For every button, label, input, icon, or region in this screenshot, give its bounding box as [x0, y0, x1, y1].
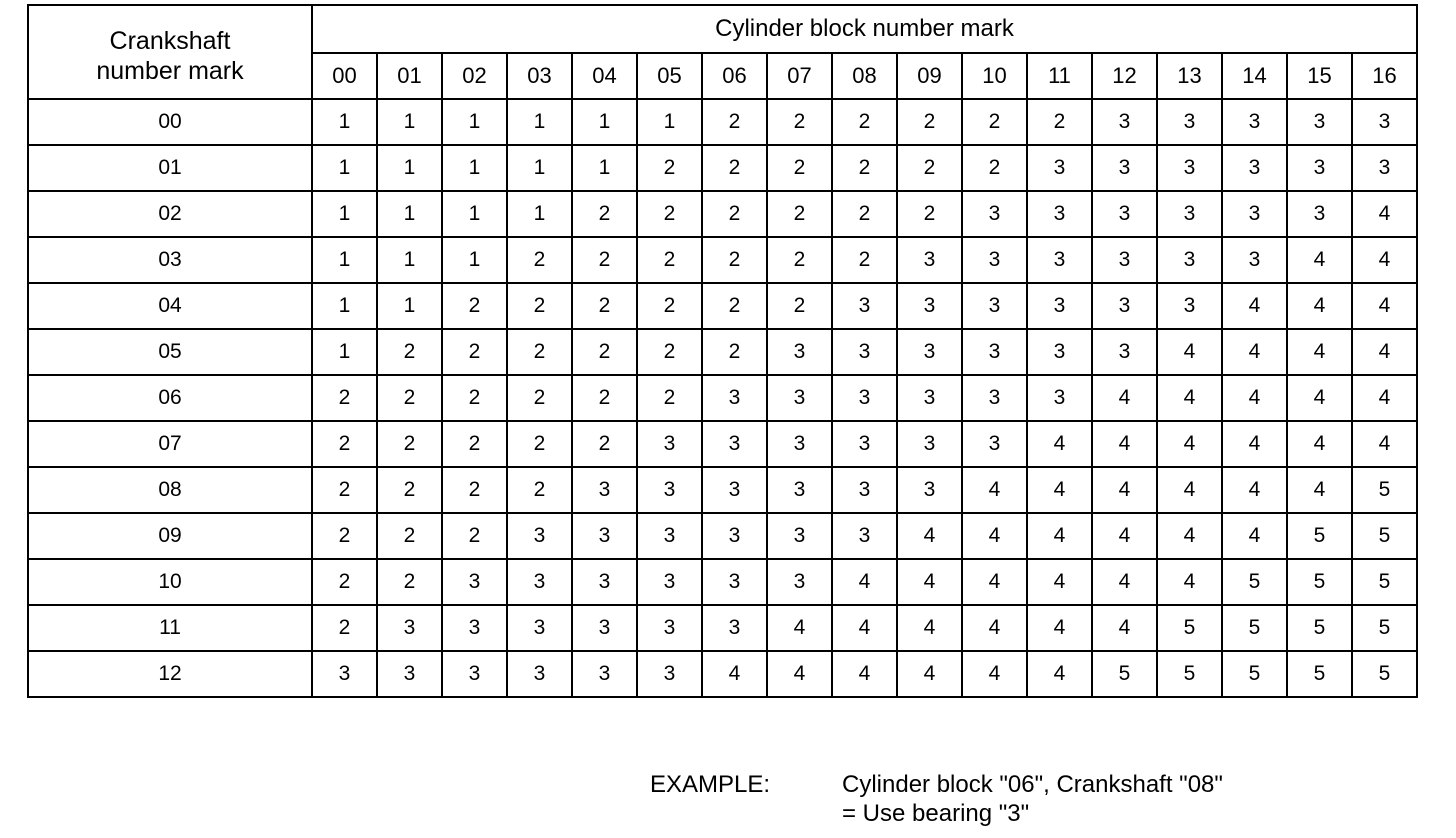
bearing-cell: 1 — [572, 99, 637, 145]
bearing-cell: 1 — [377, 237, 442, 283]
bearing-cell: 2 — [962, 99, 1027, 145]
bearing-cell: 1 — [312, 145, 377, 191]
bearing-cell: 3 — [962, 191, 1027, 237]
bearing-cell: 1 — [312, 329, 377, 375]
bearing-cell: 3 — [767, 559, 832, 605]
bearing-cell: 1 — [312, 283, 377, 329]
bearing-cell: 3 — [637, 651, 702, 697]
column-header: 07 — [767, 53, 832, 99]
bearing-cell: 3 — [962, 375, 1027, 421]
bearing-cell: 5 — [1157, 605, 1222, 651]
bearing-cell: 4 — [1287, 467, 1352, 513]
example-text — [842, 770, 1223, 828]
bearing-cell: 3 — [767, 421, 832, 467]
row-header: 00 — [28, 99, 312, 145]
bearing-cell: 3 — [767, 329, 832, 375]
bearing-cell: 4 — [1157, 467, 1222, 513]
bearing-cell: 2 — [702, 191, 767, 237]
bearing-cell: 2 — [312, 513, 377, 559]
bearing-cell: 1 — [312, 237, 377, 283]
bearing-cell: 2 — [702, 99, 767, 145]
bearing-cell: 4 — [962, 559, 1027, 605]
bearing-cell: 1 — [507, 99, 572, 145]
bearing-cell: 3 — [897, 283, 962, 329]
column-header: 05 — [637, 53, 702, 99]
row-header: 11 — [28, 605, 312, 651]
column-header: 09 — [897, 53, 962, 99]
row-header: 06 — [28, 375, 312, 421]
bearing-cell: 4 — [1092, 375, 1157, 421]
bearing-cell: 3 — [637, 605, 702, 651]
table-row — [28, 513, 1417, 559]
bearing-cell: 3 — [702, 605, 767, 651]
example-label: EXAMPLE: — [650, 771, 771, 798]
bearing-cell: 1 — [377, 191, 442, 237]
column-header: 16 — [1352, 53, 1417, 99]
bearing-cell: 5 — [1222, 559, 1287, 605]
cylinder-block-header: Cylinder block number mark — [312, 5, 1417, 53]
bearing-cell: 4 — [1352, 329, 1417, 375]
row-header: 04 — [28, 283, 312, 329]
bearing-cell: 5 — [1352, 651, 1417, 697]
bearing-cell: 2 — [637, 237, 702, 283]
bearing-cell: 2 — [507, 467, 572, 513]
bearing-cell: 3 — [832, 467, 897, 513]
bearing-cell: 2 — [767, 283, 832, 329]
bearing-cell: 4 — [1092, 559, 1157, 605]
bearing-cell: 3 — [312, 651, 377, 697]
table-row — [28, 651, 1417, 697]
bearing-cell: 3 — [832, 329, 897, 375]
column-header: 11 — [1027, 53, 1092, 99]
example-line-2: = Use bearing "3" — [842, 800, 1030, 827]
row-header: 01 — [28, 145, 312, 191]
table-row — [28, 99, 1417, 145]
bearing-cell: 1 — [377, 283, 442, 329]
bearing-cell: 4 — [1092, 605, 1157, 651]
bearing-cell: 2 — [377, 467, 442, 513]
column-header: 13 — [1157, 53, 1222, 99]
bearing-cell: 4 — [1222, 467, 1287, 513]
bearing-cell: 4 — [1222, 421, 1287, 467]
bearing-cell: 2 — [572, 375, 637, 421]
bearing-cell: 2 — [507, 283, 572, 329]
crankshaft-header-line1: Crankshaft — [109, 27, 231, 55]
table-row — [28, 421, 1417, 467]
bearing-cell: 3 — [832, 421, 897, 467]
bearing-cell: 2 — [507, 237, 572, 283]
bearing-cell: 4 — [1157, 513, 1222, 559]
bearing-cell: 2 — [572, 421, 637, 467]
bearing-cell: 5 — [1287, 559, 1352, 605]
bearing-cell: 4 — [1222, 283, 1287, 329]
table-row — [28, 237, 1417, 283]
column-header: 01 — [377, 53, 442, 99]
bearing-cell: 2 — [637, 283, 702, 329]
bearing-cell: 1 — [312, 99, 377, 145]
bearing-cell: 1 — [442, 191, 507, 237]
bearing-cell: 2 — [507, 329, 572, 375]
bearing-cell: 2 — [377, 329, 442, 375]
bearing-cell: 3 — [1287, 191, 1352, 237]
row-header: 09 — [28, 513, 312, 559]
bearing-cell: 4 — [1352, 237, 1417, 283]
bearing-cell: 3 — [1222, 99, 1287, 145]
bearing-cell: 4 — [1027, 559, 1092, 605]
bearing-selection-table — [27, 4, 1418, 698]
bearing-cell: 5 — [1092, 651, 1157, 697]
bearing-cell: 2 — [637, 191, 702, 237]
bearing-cell: 4 — [1092, 513, 1157, 559]
bearing-cell: 4 — [1157, 375, 1222, 421]
bearing-cell: 3 — [1092, 237, 1157, 283]
bearing-cell: 5 — [1287, 513, 1352, 559]
bearing-cell: 3 — [377, 651, 442, 697]
bearing-cell: 3 — [637, 559, 702, 605]
bearing-cell: 3 — [1157, 191, 1222, 237]
bearing-cell: 4 — [1287, 329, 1352, 375]
bearing-cell: 3 — [1092, 283, 1157, 329]
bearing-cell: 3 — [962, 421, 1027, 467]
bearing-cell: 2 — [702, 329, 767, 375]
bearing-cell: 2 — [832, 237, 897, 283]
bearing-cell: 4 — [1352, 283, 1417, 329]
bearing-cell: 4 — [1287, 237, 1352, 283]
column-header: 04 — [572, 53, 637, 99]
row-header: 02 — [28, 191, 312, 237]
bearing-cell: 2 — [442, 513, 507, 559]
bearing-cell: 3 — [507, 605, 572, 651]
bearing-cell: 4 — [1157, 329, 1222, 375]
example-line-1: Cylinder block "06", Crankshaft "08" — [842, 771, 1223, 798]
row-header: 10 — [28, 559, 312, 605]
bearing-cell: 3 — [637, 421, 702, 467]
bearing-cell: 4 — [1027, 421, 1092, 467]
bearing-cell: 3 — [832, 513, 897, 559]
bearing-cell: 2 — [572, 283, 637, 329]
bearing-cell: 3 — [1092, 145, 1157, 191]
bearing-cell: 4 — [897, 513, 962, 559]
bearing-cell: 2 — [507, 375, 572, 421]
bearing-cell: 4 — [1222, 375, 1287, 421]
bearing-cell: 2 — [832, 145, 897, 191]
table-row — [28, 283, 1417, 329]
bearing-cell: 2 — [377, 421, 442, 467]
bearing-cell: 3 — [572, 559, 637, 605]
bearing-cell: 2 — [637, 329, 702, 375]
bearing-cell: 1 — [507, 145, 572, 191]
bearing-cell: 4 — [1352, 421, 1417, 467]
bearing-cell: 3 — [1027, 283, 1092, 329]
row-header: 08 — [28, 467, 312, 513]
bearing-cell: 5 — [1352, 559, 1417, 605]
bearing-cell: 2 — [312, 421, 377, 467]
bearing-cell: 4 — [767, 651, 832, 697]
bearing-cell: 4 — [1222, 329, 1287, 375]
column-header: 12 — [1092, 53, 1157, 99]
bearing-cell: 2 — [312, 375, 377, 421]
bearing-cell: 2 — [377, 513, 442, 559]
bearing-cell: 3 — [572, 513, 637, 559]
bearing-cell: 2 — [767, 145, 832, 191]
column-header: 14 — [1222, 53, 1287, 99]
bearing-cell: 4 — [832, 651, 897, 697]
bearing-cell: 4 — [1287, 421, 1352, 467]
bearing-cell: 2 — [832, 191, 897, 237]
bearing-cell: 4 — [1287, 283, 1352, 329]
bearing-cell: 1 — [637, 99, 702, 145]
bearing-cell: 5 — [1222, 651, 1287, 697]
row-header: 05 — [28, 329, 312, 375]
bearing-cell: 3 — [1222, 145, 1287, 191]
table-row — [28, 329, 1417, 375]
bearing-cell: 3 — [962, 237, 1027, 283]
bearing-cell: 3 — [897, 467, 962, 513]
bearing-cell: 3 — [1157, 145, 1222, 191]
table-row — [28, 145, 1417, 191]
bearing-cell: 2 — [1027, 99, 1092, 145]
bearing-cell: 2 — [897, 145, 962, 191]
bearing-cell: 3 — [1092, 329, 1157, 375]
column-header: 08 — [832, 53, 897, 99]
bearing-cell: 5 — [1352, 467, 1417, 513]
bearing-cell: 3 — [702, 375, 767, 421]
bearing-cell: 4 — [897, 559, 962, 605]
bearing-cell: 2 — [312, 605, 377, 651]
table-row — [28, 467, 1417, 513]
bearing-cell: 4 — [767, 605, 832, 651]
bearing-cell: 3 — [1222, 191, 1287, 237]
bearing-cell: 2 — [702, 283, 767, 329]
bearing-cell: 2 — [637, 375, 702, 421]
bearing-cell: 3 — [767, 513, 832, 559]
bearing-cell: 3 — [1027, 375, 1092, 421]
bearing-cell: 2 — [442, 375, 507, 421]
bearing-cell: 4 — [832, 605, 897, 651]
bearing-cell: 3 — [1027, 145, 1092, 191]
bearing-cell: 4 — [962, 651, 1027, 697]
bearing-cell: 3 — [897, 329, 962, 375]
bearing-cell: 2 — [507, 421, 572, 467]
bearing-cell: 3 — [1092, 191, 1157, 237]
crankshaft-header — [28, 5, 312, 99]
bearing-cell: 5 — [1352, 513, 1417, 559]
bearing-cell: 4 — [962, 513, 1027, 559]
bearing-cell: 3 — [507, 513, 572, 559]
bearing-cell: 2 — [897, 99, 962, 145]
bearing-cell: 3 — [507, 559, 572, 605]
bearing-cell: 3 — [897, 421, 962, 467]
column-header: 06 — [702, 53, 767, 99]
row-header: 12 — [28, 651, 312, 697]
bearing-cell: 2 — [897, 191, 962, 237]
table-body — [28, 99, 1417, 697]
bearing-cell: 3 — [572, 467, 637, 513]
bearing-cell: 4 — [897, 651, 962, 697]
bearing-cell: 3 — [962, 329, 1027, 375]
bearing-cell: 3 — [702, 513, 767, 559]
bearing-cell: 2 — [442, 329, 507, 375]
bearing-cell: 3 — [702, 467, 767, 513]
bearing-cell: 4 — [1157, 559, 1222, 605]
bearing-cell: 3 — [1092, 99, 1157, 145]
column-header: 02 — [442, 53, 507, 99]
bearing-cell: 1 — [442, 99, 507, 145]
crankshaft-header-line2: number mark — [96, 57, 244, 85]
bearing-cell: 3 — [962, 283, 1027, 329]
bearing-cell: 3 — [442, 605, 507, 651]
bearing-cell: 2 — [377, 559, 442, 605]
bearing-cell: 3 — [767, 375, 832, 421]
column-header: 15 — [1287, 53, 1352, 99]
bearing-cell: 4 — [962, 467, 1027, 513]
bearing-cell: 1 — [572, 145, 637, 191]
bearing-cell: 3 — [832, 375, 897, 421]
bearing-cell: 4 — [1092, 467, 1157, 513]
bearing-cell: 3 — [1287, 145, 1352, 191]
bearing-cell: 4 — [1027, 651, 1092, 697]
bearing-cell: 3 — [377, 605, 442, 651]
bearing-cell: 2 — [377, 375, 442, 421]
bearing-cell: 2 — [442, 421, 507, 467]
bearing-cell: 5 — [1352, 605, 1417, 651]
bearing-cell: 2 — [572, 191, 637, 237]
bearing-cell: 4 — [897, 605, 962, 651]
column-header: 00 — [312, 53, 377, 99]
bearing-cell: 3 — [1027, 191, 1092, 237]
table-row — [28, 375, 1417, 421]
bearing-cell: 4 — [1027, 513, 1092, 559]
bearing-cell: 3 — [572, 605, 637, 651]
bearing-cell: 3 — [1157, 283, 1222, 329]
bearing-cell: 2 — [767, 237, 832, 283]
bearing-cell: 3 — [1157, 99, 1222, 145]
bearing-cell: 1 — [442, 237, 507, 283]
bearing-cell: 1 — [312, 191, 377, 237]
bearing-cell: 3 — [1157, 237, 1222, 283]
bearing-cell: 2 — [962, 145, 1027, 191]
bearing-cell: 3 — [507, 651, 572, 697]
bearing-cell: 3 — [637, 513, 702, 559]
bearing-cell: 3 — [442, 651, 507, 697]
bearing-cell: 3 — [637, 467, 702, 513]
table-row — [28, 191, 1417, 237]
bearing-cell: 3 — [1352, 99, 1417, 145]
bearing-cell: 2 — [767, 191, 832, 237]
bearing-cell: 2 — [312, 559, 377, 605]
bearing-cell: 3 — [1027, 329, 1092, 375]
bearing-cell: 2 — [572, 329, 637, 375]
bearing-cell: 3 — [832, 283, 897, 329]
column-header: 03 — [507, 53, 572, 99]
bearing-cell: 3 — [767, 467, 832, 513]
bearing-cell: 3 — [572, 651, 637, 697]
bearing-cell: 2 — [442, 467, 507, 513]
table-row — [28, 559, 1417, 605]
bearing-cell: 5 — [1222, 605, 1287, 651]
bearing-cell: 4 — [832, 559, 897, 605]
row-header: 03 — [28, 237, 312, 283]
bearing-cell: 2 — [442, 283, 507, 329]
bearing-cell: 3 — [702, 421, 767, 467]
bearing-cell: 3 — [897, 237, 962, 283]
bearing-cell: 1 — [377, 99, 442, 145]
bearing-cell: 2 — [702, 237, 767, 283]
bearing-cell: 5 — [1157, 651, 1222, 697]
bearing-cell: 1 — [377, 145, 442, 191]
bearing-cell: 3 — [702, 559, 767, 605]
bearing-cell: 4 — [1222, 513, 1287, 559]
bearing-cell: 4 — [1157, 421, 1222, 467]
bearing-cell: 4 — [1027, 467, 1092, 513]
table-row — [28, 605, 1417, 651]
bearing-cell: 3 — [1222, 237, 1287, 283]
bearing-cell: 2 — [637, 145, 702, 191]
bearing-cell: 4 — [1092, 421, 1157, 467]
bearing-cell: 2 — [702, 145, 767, 191]
row-header: 07 — [28, 421, 312, 467]
bearing-cell: 5 — [1287, 605, 1352, 651]
bearing-cell: 2 — [572, 237, 637, 283]
bearing-cell: 3 — [1027, 237, 1092, 283]
bearing-cell: 4 — [1027, 605, 1092, 651]
bearing-cell: 3 — [1352, 145, 1417, 191]
bearing-cell: 2 — [767, 99, 832, 145]
bearing-cell: 4 — [1352, 375, 1417, 421]
bearing-cell: 4 — [962, 605, 1027, 651]
bearing-cell: 3 — [1287, 99, 1352, 145]
bearing-cell: 2 — [312, 467, 377, 513]
bearing-cell: 2 — [832, 99, 897, 145]
column-header: 10 — [962, 53, 1027, 99]
bearing-cell: 1 — [442, 145, 507, 191]
bearing-cell: 3 — [897, 375, 962, 421]
bearing-cell: 3 — [442, 559, 507, 605]
bearing-cell: 1 — [507, 191, 572, 237]
bearing-cell: 4 — [1287, 375, 1352, 421]
bearing-cell: 4 — [702, 651, 767, 697]
bearing-cell: 4 — [1352, 191, 1417, 237]
bearing-cell: 5 — [1287, 651, 1352, 697]
